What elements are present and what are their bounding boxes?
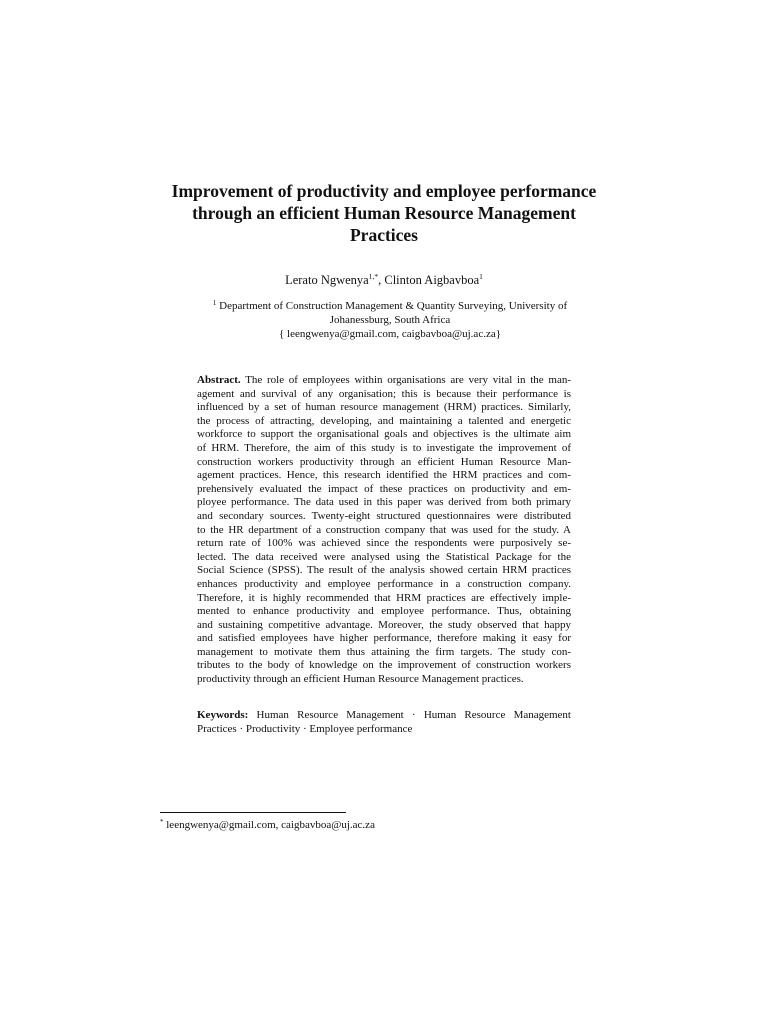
abstract-line: mented to enhance productivity and employee performance. Thus, obtaining bbox=[197, 605, 571, 618]
abstract-line: ployee performance. The data used in this paper was derived from both primary bbox=[197, 496, 571, 509]
author-affiliation-mark: 1 bbox=[479, 272, 483, 281]
keywords-line: Practices · Productivity · Employee performance bbox=[197, 722, 413, 735]
abstract-line: Therefore, it is highly recommended that HRM practices are effectively imple- bbox=[197, 591, 571, 604]
abstract-line: and secondary sources. Twenty-eight structured questionnaires were distributed bbox=[197, 509, 571, 522]
abstract-line: influenced by a set of human resource management (HRM) practices. Similarly, bbox=[197, 401, 571, 414]
author-separator: , bbox=[378, 273, 385, 287]
footnote-rule bbox=[160, 812, 346, 813]
abstract-line: to the HR department of a construction company that was used for the study. A bbox=[197, 523, 571, 536]
title-line: through an efficient Human Resource Management bbox=[192, 203, 576, 223]
abstract-line: Social Science (SPSS). The result of the analysis showed certain HRM practices bbox=[197, 564, 571, 577]
author-name: Lerato Ngwenya bbox=[285, 273, 369, 287]
abstract-line: agement and survival of any organisation; this is because their performance is bbox=[197, 387, 571, 400]
abstract-line: and sustaining competitive advantage. Moreover, the study observed that happy bbox=[197, 618, 571, 631]
author-name: Clinton Aigbavboa bbox=[384, 273, 480, 287]
abstract-line: prehensively evaluated the impact of these practices on productivity and em- bbox=[197, 482, 571, 495]
paper-title bbox=[150, 180, 618, 246]
footnote-text: leengwenya@gmail.com, caigbavboa@uj.ac.za bbox=[163, 819, 375, 831]
abstract-line: lected. The data received were analysed using the Statistical Package for the bbox=[197, 550, 571, 563]
affiliation-line: Johanessburg, South Africa bbox=[329, 314, 451, 326]
abstract-line: workforce to support the organisational goals and objectives is the ultimate aim bbox=[197, 428, 571, 441]
author-affiliation-mark: 1,* bbox=[368, 272, 379, 281]
abstract-line: construction workers productivity through an efficient Human Resource Man- bbox=[197, 455, 571, 468]
abstract-line: productivity through an efficient Human Resource Management practices. bbox=[197, 673, 524, 686]
abstract-line bbox=[197, 374, 571, 388]
affiliation-mark: 1 bbox=[212, 299, 217, 307]
keywords-text: Human Resource Management · Human Resource Management bbox=[248, 709, 571, 721]
abstract-line: enhances productivity and employee performance in a construction company. bbox=[197, 577, 571, 590]
affiliation bbox=[190, 299, 590, 341]
title-line: Improvement of productivity and employee performance bbox=[171, 181, 597, 201]
affiliation-emails: { leengwenya@gmail.com, caigbavboa@uj.ac.za} bbox=[278, 328, 501, 340]
abstract-label: Abstract. bbox=[197, 374, 241, 386]
affiliation-text: Department of Construction Management & Quantity Surveying, University of bbox=[216, 300, 568, 312]
affiliation-line bbox=[190, 299, 590, 313]
abstract bbox=[197, 374, 571, 687]
abstract-line: return rate of 100% was achieved since the respondents were purposively se- bbox=[197, 537, 571, 550]
keywords bbox=[197, 709, 571, 736]
footnote-mark: * bbox=[160, 818, 164, 826]
abstract-text: The role of employees within organisations are very vital in the man- bbox=[240, 374, 571, 386]
abstract-line: the process of attracting, developing, and maintaining a talented and energetic bbox=[197, 414, 571, 427]
author-list bbox=[150, 272, 618, 288]
keywords-line bbox=[197, 709, 571, 723]
abstract-line: and satisfied employees have higher performance, therefore making it easy for bbox=[197, 632, 571, 645]
footnote bbox=[160, 818, 375, 832]
keywords-label: Keywords: bbox=[197, 709, 249, 721]
abstract-line: tributes to the body of knowledge on the improvement of construction workers bbox=[197, 659, 571, 672]
abstract-line: management to motivate them thus attaining the firm targets. The study con- bbox=[197, 645, 571, 658]
title-line: Practices bbox=[349, 225, 418, 245]
abstract-line: agement practices. Hence, this research identified the HRM practices and com- bbox=[197, 469, 571, 482]
abstract-line: of HRM. Therefore, the aim of this study is to investigate the improvement of bbox=[197, 441, 571, 454]
